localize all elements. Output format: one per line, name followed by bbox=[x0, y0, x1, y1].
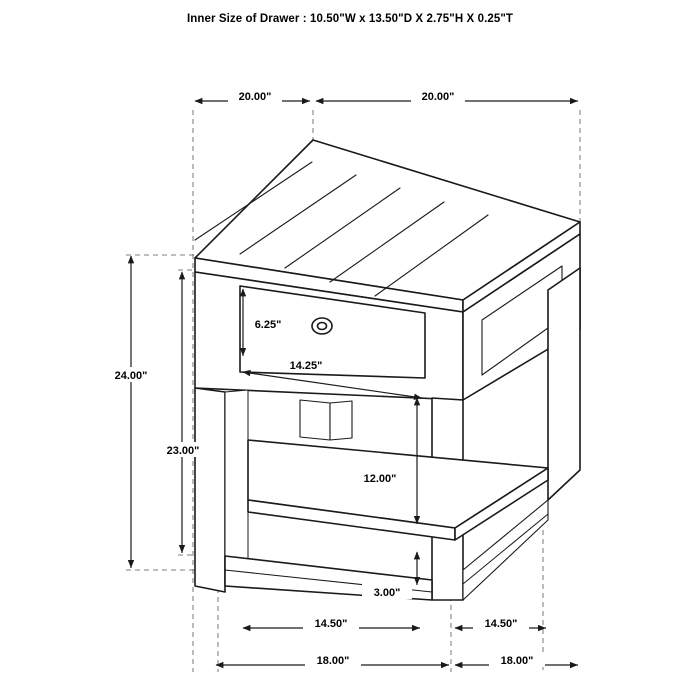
shelf-support-center bbox=[330, 401, 352, 440]
drawer-knob-inner bbox=[318, 323, 327, 330]
shelf-support-left bbox=[300, 400, 330, 440]
label-overall-height: 24.00" bbox=[114, 370, 148, 382]
label-base-front-width: 18.00" bbox=[316, 655, 350, 667]
label-shelf-clearance: 12.00" bbox=[363, 473, 397, 485]
label-drawer-face-height: 6.25" bbox=[254, 319, 282, 331]
label-base-side-width: 18.00" bbox=[500, 655, 534, 667]
label-drawer-face-width: 14.25" bbox=[289, 360, 323, 372]
label-front-inner-width: 14.50" bbox=[314, 618, 348, 630]
back-right-leg bbox=[548, 268, 580, 500]
page-title: Inner Size of Drawer : 10.50"W x 13.50"D X 2.75"H X 0.25"T bbox=[186, 13, 514, 25]
front-left-leg bbox=[195, 388, 225, 592]
label-top-left-width: 20.00" bbox=[238, 91, 272, 103]
label-bottom-rail: 3.00" bbox=[373, 587, 401, 599]
label-height-23: 23.00" bbox=[166, 445, 200, 457]
table-outline bbox=[195, 140, 580, 600]
label-top-right-width: 20.00" bbox=[421, 91, 455, 103]
back-left-leg bbox=[225, 390, 248, 562]
label-side-inner-width: 14.50" bbox=[484, 618, 518, 630]
